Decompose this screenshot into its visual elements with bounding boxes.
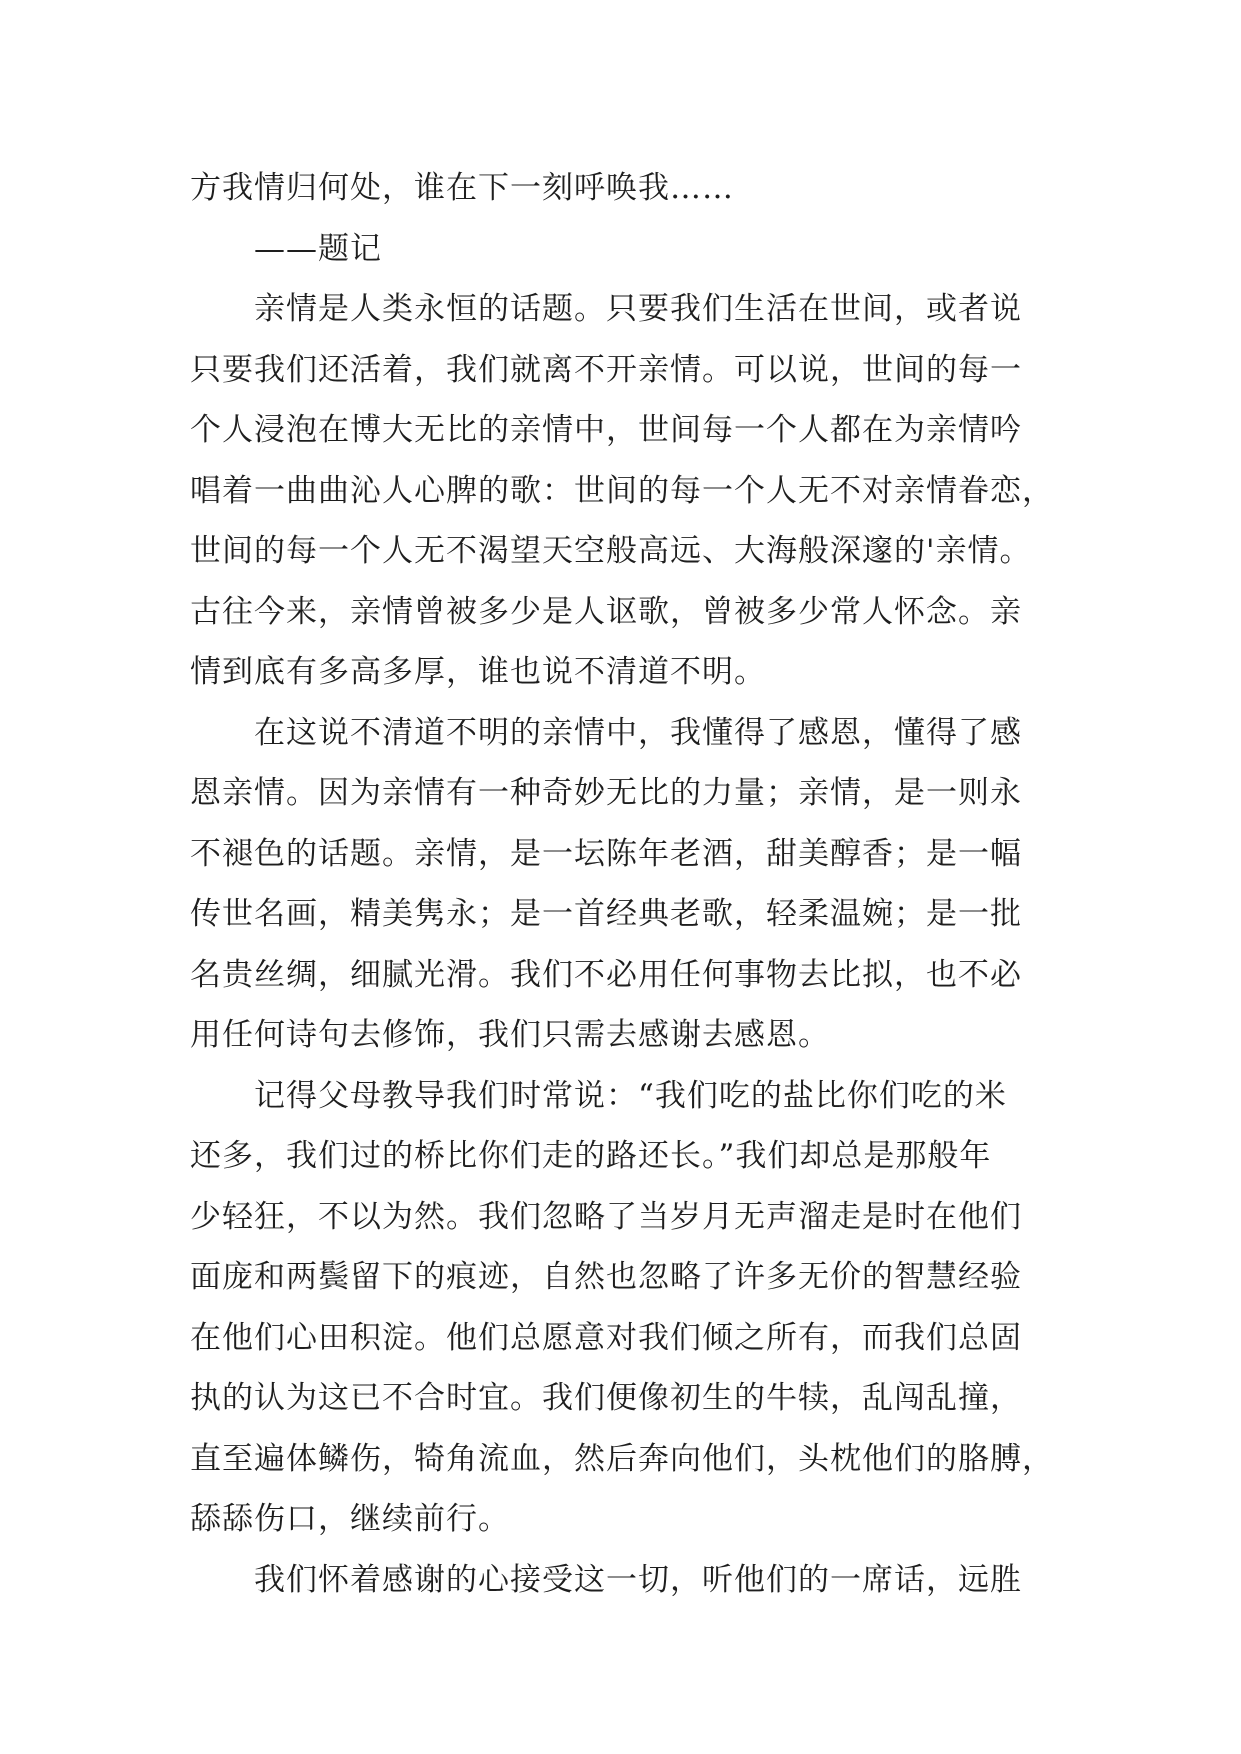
text-line: 舔舔伤口，继续前行。 (190, 1501, 510, 1537)
document-body (190, 158, 1070, 1610)
text-line: 恩亲情。因为亲情有一种奇妙无比的力量；亲情，是一则永 (190, 775, 1022, 811)
text-line: 唱着一曲曲沁人心脾的歌：世间的每一个人无不对亲情眷恋， (190, 472, 1054, 509)
text-line: 在这说不清道不明的亲情中，我懂得了感恩，懂得了感 (254, 714, 1022, 751)
text-line: 直至遍体鳞伤，犄角流血，然后奔向他们，头枕他们的胳膊， (190, 1440, 1054, 1477)
text-line: 少轻狂，不以为然。我们忽略了当岁月无声溜走是时在他们 (190, 1198, 1022, 1235)
text-line: 古往今来，亲情曾被多少是人讴歌，曾被多少常人怀念。亲 (190, 593, 1022, 630)
text-line: 方我情归何处，谁在下一刻呼唤我…… (190, 170, 734, 206)
text-line: 用任何诗句去修饰，我们只需去感谢去感恩。 (190, 1017, 830, 1053)
text-line: 在他们心田积淀。他们总愿意对我们倾之所有，而我们总固 (190, 1319, 1022, 1356)
text-line: 我们怀着感谢的心接受这一切，听他们的一席话，远胜 (254, 1561, 1022, 1598)
text-line: 个人浸泡在博大无比的亲情中，世间每一个人都在为亲情吟 (190, 412, 1022, 448)
text-line: 情到底有多高多厚，谁也说不清道不明。 (190, 654, 766, 690)
text-line: 传世名画，精美隽永；是一首经典老歌，轻柔温婉；是一批 (190, 896, 1022, 932)
text-line: 面庞和两鬓留下的痕迹，自然也忽略了许多无价的智慧经验 (190, 1259, 1022, 1295)
text-line: 世间的每一个人无不渴望天空般高远、大海般深邃的'亲情。 (190, 533, 1032, 569)
epigraph-attribution: ——题记 (254, 230, 382, 267)
text-line: 记得父母教导我们时常说：“我们吃的盐比你们吃的米 (254, 1077, 1007, 1114)
text-line: 只要我们还活着，我们就离不开亲情。可以说，世间的每一 (190, 351, 1022, 388)
text-line: 名贵丝绸，细腻光滑。我们不必用任何事物去比拟，也不必 (190, 956, 1022, 993)
text-line: 亲情是人类永恒的话题。只要我们生活在世间，或者说 (254, 291, 1022, 327)
text-line: 执的认为这已不合时宜。我们便像初生的牛犊，乱闯乱撞， (190, 1380, 1022, 1416)
text-line: 不褪色的话题。亲情，是一坛陈年老酒，甜美醇香；是一幅 (190, 835, 1022, 872)
text-line: 还多，我们过的桥比你们走的路还长。”我们却总是那般年 (190, 1138, 992, 1174)
